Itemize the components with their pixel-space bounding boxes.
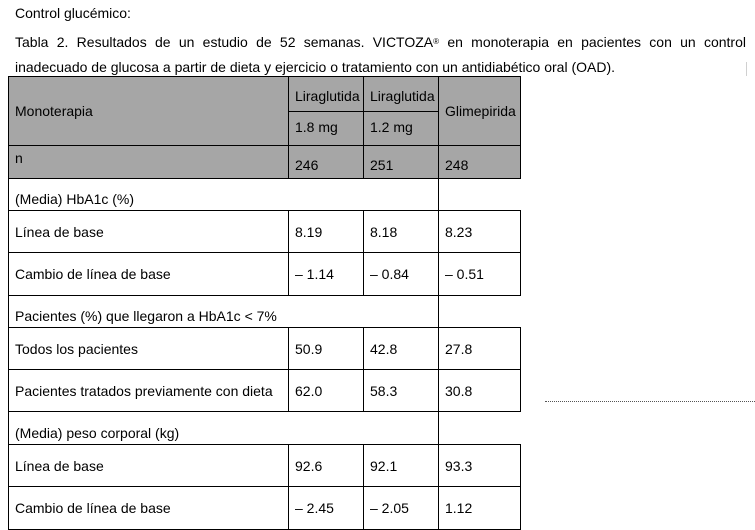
section-title-empty	[439, 179, 521, 211]
n-value: 251	[364, 146, 439, 179]
n-value: 248	[439, 146, 521, 179]
cell-value: 8.18	[364, 211, 439, 253]
cell-value: 92.6	[289, 445, 364, 487]
cell-value: 62.0	[289, 370, 364, 412]
row-label: Línea de base	[9, 211, 289, 253]
table-row	[9, 370, 521, 412]
header-glimepirida: Glimepirida	[439, 77, 521, 146]
registered-mark: ®	[433, 37, 440, 46]
section-title: Pacientes (%) que llegaron a HbA1c < 7%	[9, 296, 439, 328]
cell-value: – 2.05	[364, 487, 439, 530]
section-heading: Control glucémico:	[15, 5, 131, 21]
cell-value: 8.23	[439, 211, 521, 253]
table-row	[9, 445, 521, 487]
section-title: (Media) HbA1c (%)	[9, 179, 439, 211]
caption-line-1: Tabla 2. Resultados de un estudio de 52 semanas. VICTOZA® en monoterapia en pacientes con un control	[15, 34, 746, 50]
cell-value: 58.3	[364, 370, 439, 412]
cell-value: 8.19	[289, 211, 364, 253]
n-value: 246	[289, 146, 364, 179]
row-label: Cambio de línea de base	[9, 487, 289, 530]
cell-value: 42.8	[364, 328, 439, 370]
caption-line-2: inadecuado de glucosa a partir de dieta y ejercicio o tratamiento con un antidiabético oral (OAD).	[15, 59, 616, 75]
section-title-row	[9, 296, 521, 328]
section-title-row	[9, 412, 521, 445]
results-table	[8, 76, 521, 530]
table-header-row	[9, 77, 521, 146]
cell-value: – 0.84	[364, 253, 439, 296]
table-row	[9, 211, 521, 253]
page-edge-rule	[746, 62, 747, 76]
header-liraglutida-12: Liraglutida 1.2 mg	[364, 77, 439, 146]
table-row	[9, 487, 521, 530]
cell-value: – 1.14	[289, 253, 364, 296]
table-row	[9, 328, 521, 370]
row-label: Línea de base	[9, 445, 289, 487]
n-row	[9, 146, 521, 179]
row-label: Cambio de línea de base	[9, 253, 289, 296]
row-label: Pacientes tratados previamente con dieta	[9, 370, 289, 412]
table-caption	[15, 30, 746, 80]
cell-value: 93.3	[439, 445, 521, 487]
n-label: n	[9, 146, 289, 179]
cell-value: – 0.51	[439, 253, 521, 296]
header-liraglutida-18: Liraglutida 1.8 mg	[289, 77, 364, 146]
cell-value: – 2.45	[289, 487, 364, 530]
section-title-row	[9, 179, 521, 211]
section-title-empty	[439, 296, 521, 328]
row-label: Todos los pacientes	[9, 328, 289, 370]
section-title: (Media) peso corporal (kg)	[9, 412, 439, 445]
section-title-empty	[439, 412, 521, 445]
cell-value: 1.12	[439, 487, 521, 530]
header-monoterapia: Monoterapia	[9, 77, 289, 146]
cell-value: 27.8	[439, 328, 521, 370]
page-break-rule	[545, 401, 755, 402]
cell-value: 92.1	[364, 445, 439, 487]
cell-value: 50.9	[289, 328, 364, 370]
cell-value: 30.8	[439, 370, 521, 412]
table-row	[9, 253, 521, 296]
